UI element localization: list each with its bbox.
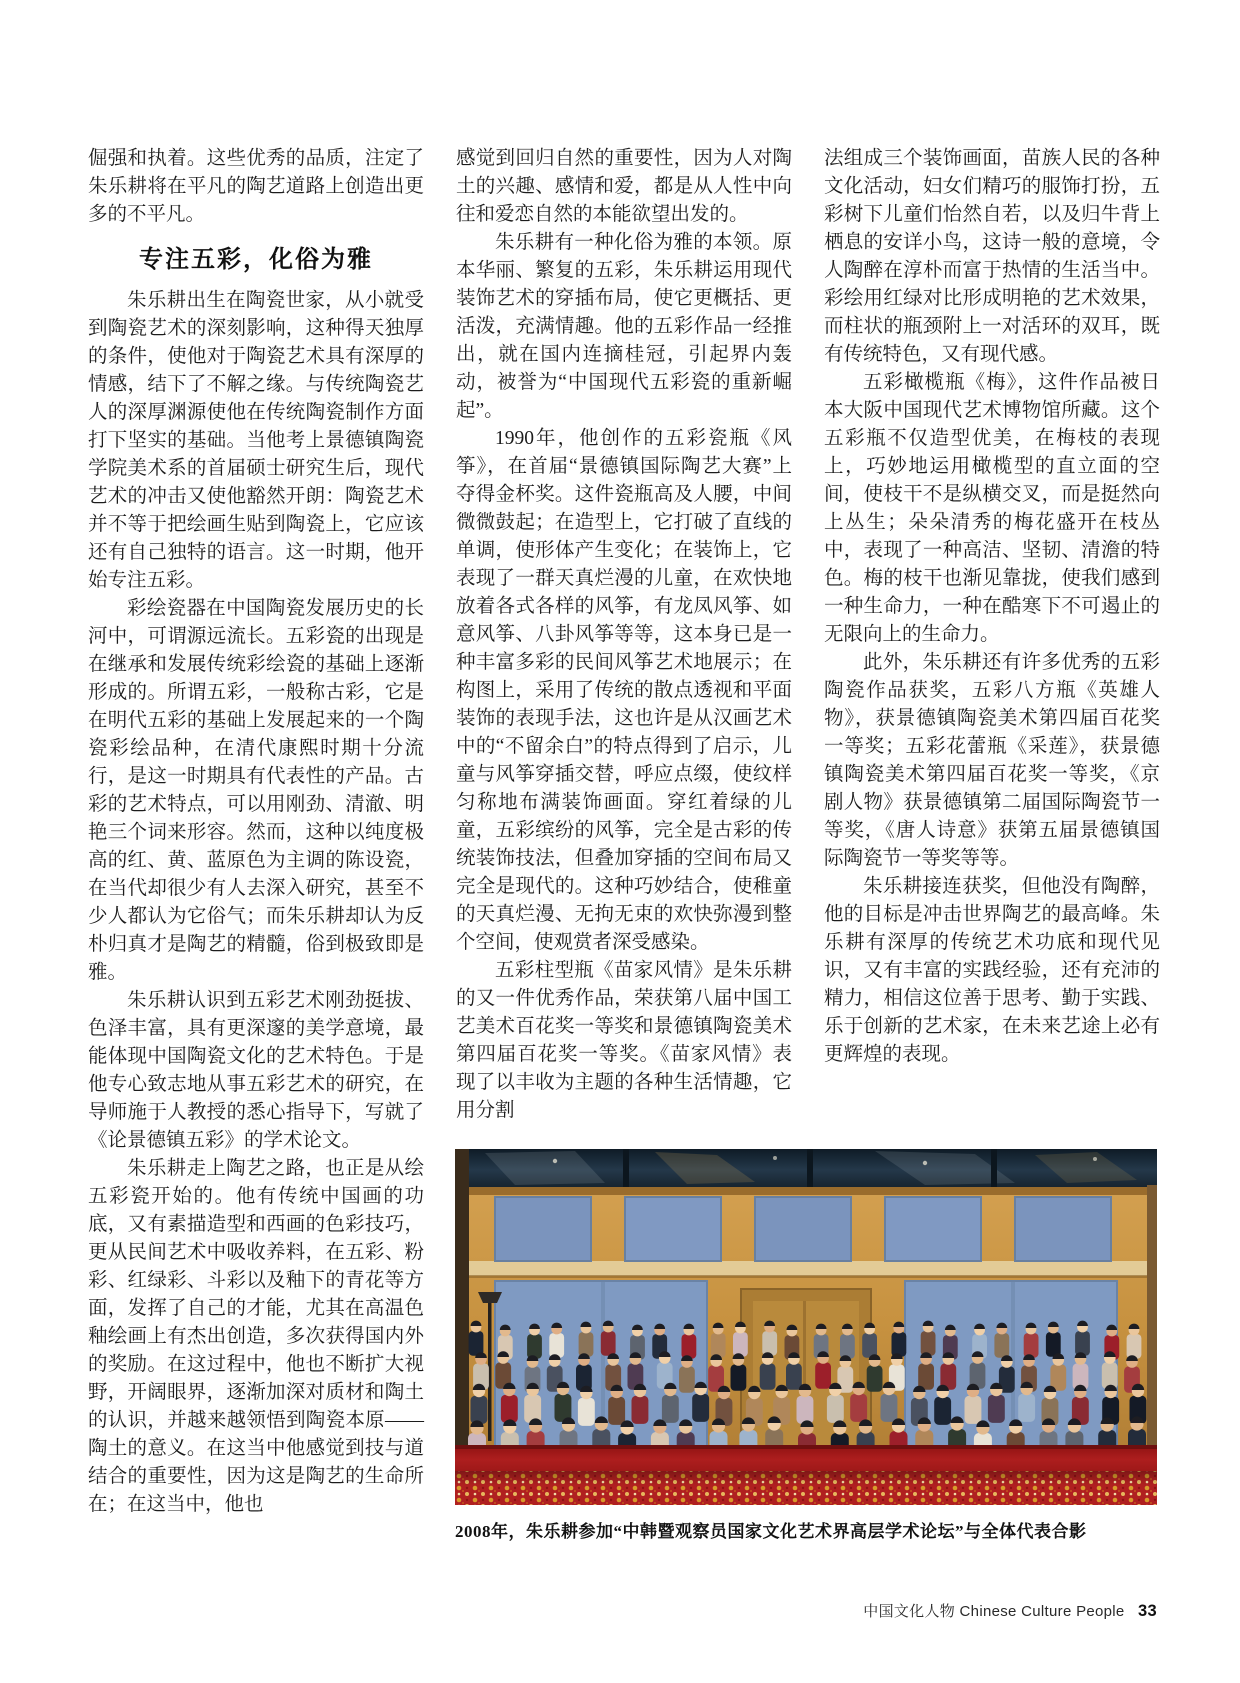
article-paragraph: 法组成三个装饰画面，苗族人民的各种文化活动，妇女们精巧的服饰打扮，五彩树下儿童们怡然自若，以及归牛背上栖息的安详小鸟，这诗一般的意境，令人陶醉在淳朴而富于热情的生活当中。彩绘用红绿对比形成明艳的艺术效果，而柱状的瓶颈附上一对活环的双耳，既有传统特色，又有现代感。 (824, 148, 1160, 365)
photo-carpet (455, 1471, 1157, 1505)
photo-bench-shadow (455, 1445, 1157, 1449)
photo-blue-panels-upper (495, 1197, 1111, 1261)
group-photo (455, 1149, 1157, 1505)
article-paragraph: 此外，朱乐耕还有许多优秀的五彩陶瓷作品获奖，五彩八方瓶《英雄人物》，获景德镇陶瓷美术第四届百花奖一等奖；五彩花蕾瓶《采莲》，获景德镇陶瓷美术第四届百花奖一等奖，《京剧人物》获景德镇第二届国际陶瓷节一等奖，《唐人诗意》获第五届景德镇国际陶瓷节一等奖等等。 (824, 652, 1160, 869)
article-paragraph: 五彩橄榄瓶《梅》，这件作品被日本大阪中国现代艺术博物馆所藏。这个五彩瓶不仅造型优美，在梅枝的表现上，巧妙地运用橄榄型的直立面的空间，使枝干不是纵横交叉，而是挺然向上丛生；朵朵清秀的梅花盛开在枝丛中，表现了一种高洁、坚韧、清澹的特色。梅的枝干也渐见靠拢，使我们感到一种生命力，一种在酷寒下不可遏止的无限向上的生命力。 (824, 372, 1160, 645)
photo-caption: 2008年，朱乐耕参加“中韩暨观察员国家文化艺术界高层学术论坛”与全体代表合影 (455, 1522, 1087, 1541)
photo-right-frame (1147, 1185, 1157, 1459)
text-column-2 (456, 145, 792, 1125)
article-paragraph: 五彩柱型瓶《苗家风情》是朱乐耕的又一件优秀作品，荣获第八届中国工艺美术百花奖一等奖和景德镇陶瓷美术第四届百花奖一等奖。《苗家风情》表现了以丰收为主题的各种生活情趣，它用分割 (456, 960, 792, 1121)
page-number: 33 (1138, 1602, 1157, 1620)
article-paragraph: 感觉到回归自然的重要性，因为人对陶土的兴趣、感情和爱，都是从人性中向往和爱恋自然的本能欲望出发的。 (456, 148, 792, 225)
article-paragraph: 朱乐耕走上陶艺之路，也正是从绘五彩瓷开始的。他有传统中国画的功底，又有素描造型和西画的色彩技巧，更从民间艺术中吸收养料，在五彩、粉彩、红绿彩、斗彩以及釉下的青花等方面，发挥了自己的才能，尤其在高温色釉绘画上有杰出创造，多次获得国内外的奖励。在这过程中，他也不断扩大视野，开阔眼界，逐渐加深对质材和陶土的认识，并越来越领悟到陶瓷本原——陶土的意义。在这当中他感觉到技与道结合的重要性，因为这是陶艺的生命所在；在这当中，他也 (88, 1158, 424, 1515)
photo-left-frame (455, 1149, 469, 1459)
footer-journal-en: Chinese Culture People (959, 1603, 1125, 1620)
photo-glass-mezzanine (455, 1149, 1157, 1187)
text-column-3 (824, 145, 1160, 1069)
article-paragraph: 彩绘瓷器在中国陶瓷发展历史的长河中，可谓源远流长。五彩瓷的出现是在继承和发展传统彩绘瓷的基础上逐渐形成的。所谓五彩，一般称古彩，它是在明代五彩的基础上发展起来的一个陶瓷彩绘品种，在清代康熙时期十分流行，是这一时期具有代表性的产品。古彩的艺术特点，可以用刚劲、清澈、明艳三个词来形容。然而，这种以纯度极高的红、黄、蓝原色为主调的陈设瓷，在当代却很少有人去深入研究，甚至不少人都认为它俗气；而朱乐耕却认为反朴归真才是陶艺的精髓，俗到极致即是雅。 (88, 598, 424, 983)
article-paragraph: 倔强和执着。这些优秀的品质，注定了朱乐耕将在平凡的陶艺道路上创造出更多的不平凡。 (88, 148, 424, 225)
article-paragraph: 朱乐耕接连获奖，但他没有陶醉，他的目标是冲击世界陶艺的最高峰。朱乐耕有深厚的传统艺术功底和现代见识，又有丰富的实践经验，还有充沛的精力，相信这位善于思考、勤于实践、乐于创新的艺术家，在未来艺途上必有更辉煌的表现。 (824, 876, 1160, 1065)
page-footer (863, 1600, 1157, 1621)
article-paragraph: 1990年，他创作的五彩瓷瓶《风筝》，在首届“景德镇国际陶艺大赛”上夺得金杯奖。这件瓷瓶高及人腰，中间微微鼓起；在造型上，它打破了直线的单调，使形体产生变化；在装饰上，它表现了一群天真烂漫的儿童，在欢快地放着各式各样的风筝，有龙凤风筝、如意风筝、八卦风筝等等，这本身已是一种丰富多彩的民间风筝艺术地展示；在构图上，采用了传统的散点透视和平面装饰的表现手法，这也许是从汉画艺术中的“不留余白”的特点得到了启示，儿童与风筝穿插交替，呼应点缀，使纹样匀称地布满装饰画面。穿红着绿的儿童，五彩缤纷的风筝，完全是古彩的传统装饰技法，但叠加穿插的空间布局又完全是现代的。这种巧妙结合，使稚童的天真烂漫、无拘无束的欢快弥漫到整个空间，使观赏者深受感染。 (456, 428, 792, 953)
footer-journal-cn: 中国文化人物 (863, 1603, 956, 1620)
article-paragraph: 朱乐耕出生在陶瓷世家，从小就受到陶瓷艺术的深刻影响，这种得天独厚的条件，使他对于陶瓷艺术具有深厚的情感，结下了不解之缘。与传统陶瓷艺人的深厚渊源使他在传统陶瓷制作方面打下坚实的基础。当他考上景德镇陶瓷学院美术系的首届硕士研究生后，现代艺术的冲击又使他豁然开朗：陶瓷艺术并不等于把绘画生贴到陶瓷上，它应该还有自己独特的语言。这一时期，他开始专注五彩。 (88, 290, 424, 591)
article-paragraph: 朱乐耕有一种化俗为雅的本领。原本华丽、繁复的五彩，朱乐耕运用现代装饰艺术的穿插布局，使它更概括、更活泼，充满情趣。他的五彩作品一经推出，就在国内连摘桂冠，引起界内轰动，被誉为“中国现代五彩瓷的重新崛起”。 (456, 232, 792, 421)
article-paragraph: 朱乐耕认识到五彩艺术刚劲挺拔、色泽丰富，具有更深邃的美学意境，最能体现中国陶瓷文化的艺术特色。于是他专心致志地从事五彩艺术的研究，在导师施于人教授的悉心指导下，写就了《论景德镇五彩》的学术论文。 (88, 990, 424, 1151)
section-heading: 专注五彩，化俗为雅 (139, 246, 373, 273)
text-column-1 (88, 145, 424, 1519)
